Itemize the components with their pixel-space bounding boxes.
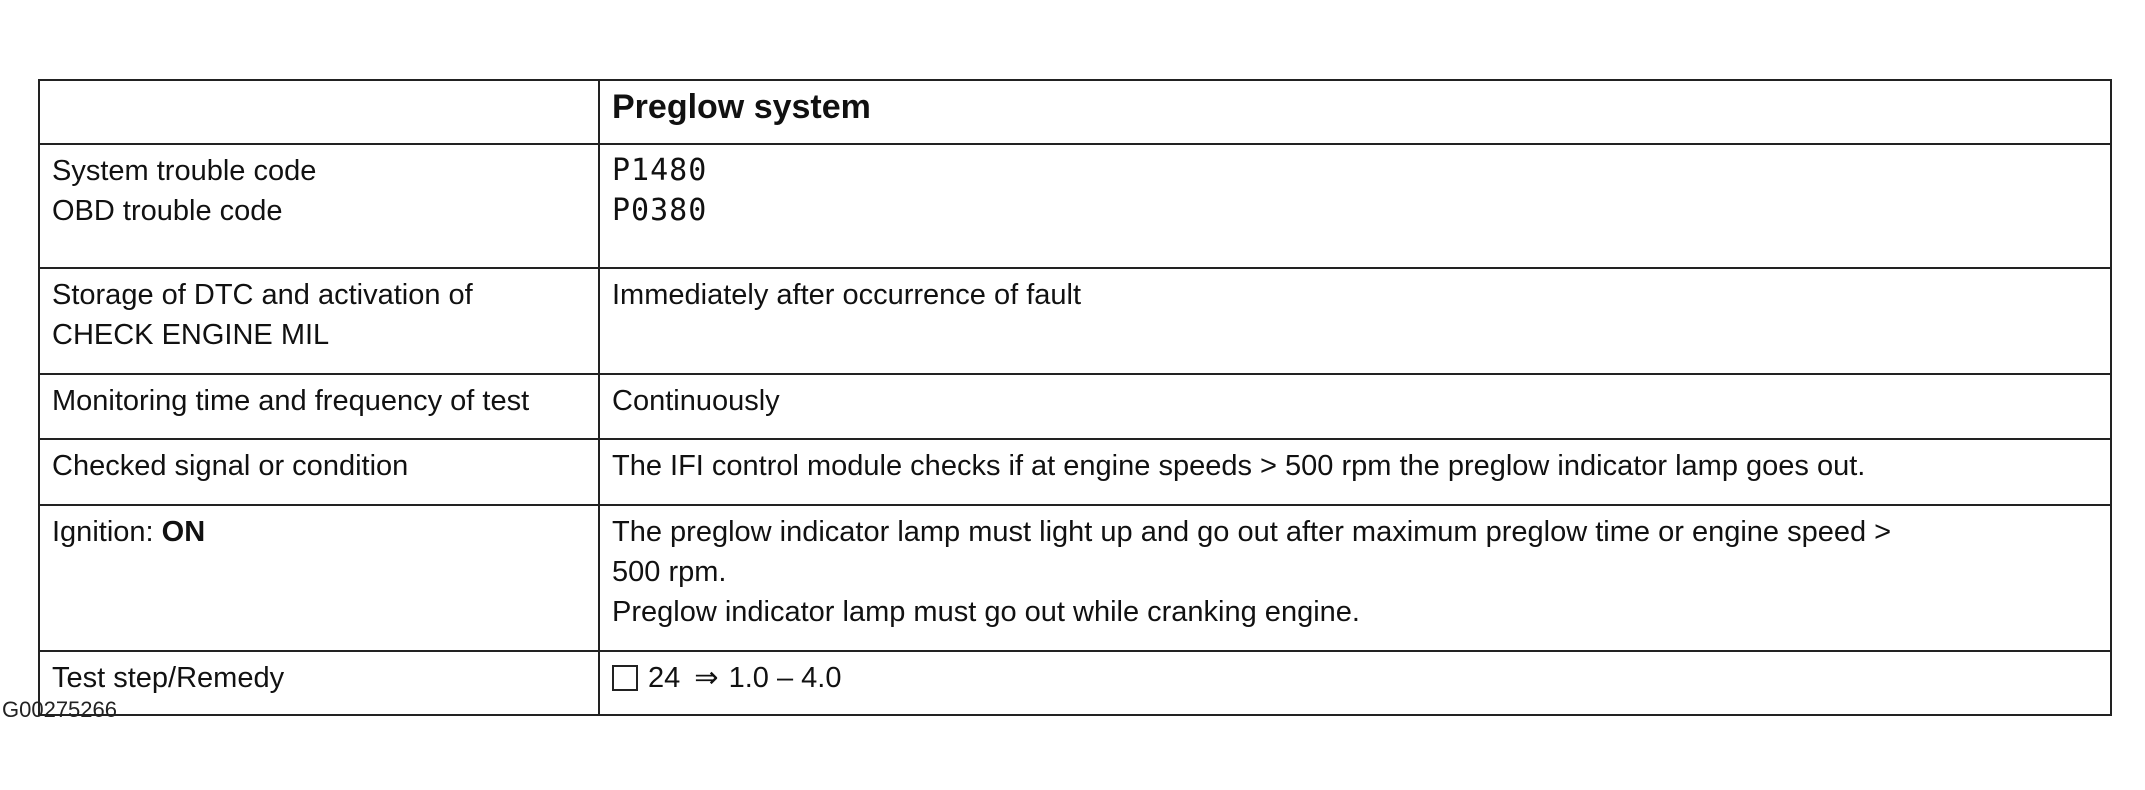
ignition-label-prefix: Ignition: xyxy=(52,516,154,548)
ignition-label-cell xyxy=(39,505,599,651)
storage-label-line2: CHECK ENGINE MIL xyxy=(52,319,330,351)
monitoring-label: Monitoring time and frequency of test xyxy=(52,385,530,417)
test-step-label-cell xyxy=(39,651,599,715)
monitoring-label-cell xyxy=(39,374,599,439)
test-step-number: 24 xyxy=(648,662,681,694)
checked-label-cell xyxy=(39,439,599,505)
ignition-label-state: ON xyxy=(161,516,206,548)
table-row-ignition xyxy=(39,505,2111,651)
right-double-arrow-icon: ⇒ xyxy=(694,662,719,694)
checked-label: Checked signal or condition xyxy=(52,450,409,482)
storage-value-cell xyxy=(599,268,2111,374)
ignition-value-line1: The preglow indicator lamp must light up and go out after maximum preglow time or engine speed > xyxy=(612,516,1892,548)
test-step-box-icon xyxy=(612,665,638,691)
obd-trouble-code-value: P0380 xyxy=(612,193,708,228)
header-empty-cell xyxy=(39,80,599,144)
storage-label-line1: Storage of DTC and activation of xyxy=(52,279,473,311)
ignition-value-line2: 500 rpm. xyxy=(612,556,727,588)
preglow-system-table xyxy=(38,79,2112,716)
monitoring-value-cell xyxy=(599,374,2111,439)
table-row-checked-signal xyxy=(39,439,2111,505)
storage-value: Immediately after occurrence of fault xyxy=(612,279,1082,311)
ignition-value-cell xyxy=(599,505,2111,651)
table-row-monitoring xyxy=(39,374,2111,439)
monitoring-value: Continuously xyxy=(612,385,780,417)
header-title-cell xyxy=(599,80,2111,144)
checked-value: The IFI control module checks if at engine speeds > 500 rpm the preglow indicator lamp goes out. xyxy=(612,450,1866,482)
checked-value-cell xyxy=(599,439,2111,505)
test-step-value-cell xyxy=(599,651,2111,715)
obd-trouble-code-label: OBD trouble code xyxy=(52,195,283,227)
table-header-row xyxy=(39,80,2111,144)
system-trouble-code-value: P1480 xyxy=(612,153,708,188)
table-title: Preglow system xyxy=(612,88,871,126)
trouble-codes-label-cell xyxy=(39,144,599,268)
table-row-trouble-codes xyxy=(39,144,2111,268)
trouble-codes-value-cell xyxy=(599,144,2111,268)
system-trouble-code-label: System trouble code xyxy=(52,155,317,187)
table-row-storage xyxy=(39,268,2111,374)
storage-label-cell xyxy=(39,268,599,374)
test-step-label: Test step/Remedy xyxy=(52,662,285,694)
ignition-value-line3: Preglow indicator lamp must go out while cranking engine. xyxy=(612,596,1360,628)
test-step-range: 1.0 – 4.0 xyxy=(728,662,842,694)
table-row-test-step xyxy=(39,651,2111,715)
figure-id: G00275266 xyxy=(2,697,117,722)
